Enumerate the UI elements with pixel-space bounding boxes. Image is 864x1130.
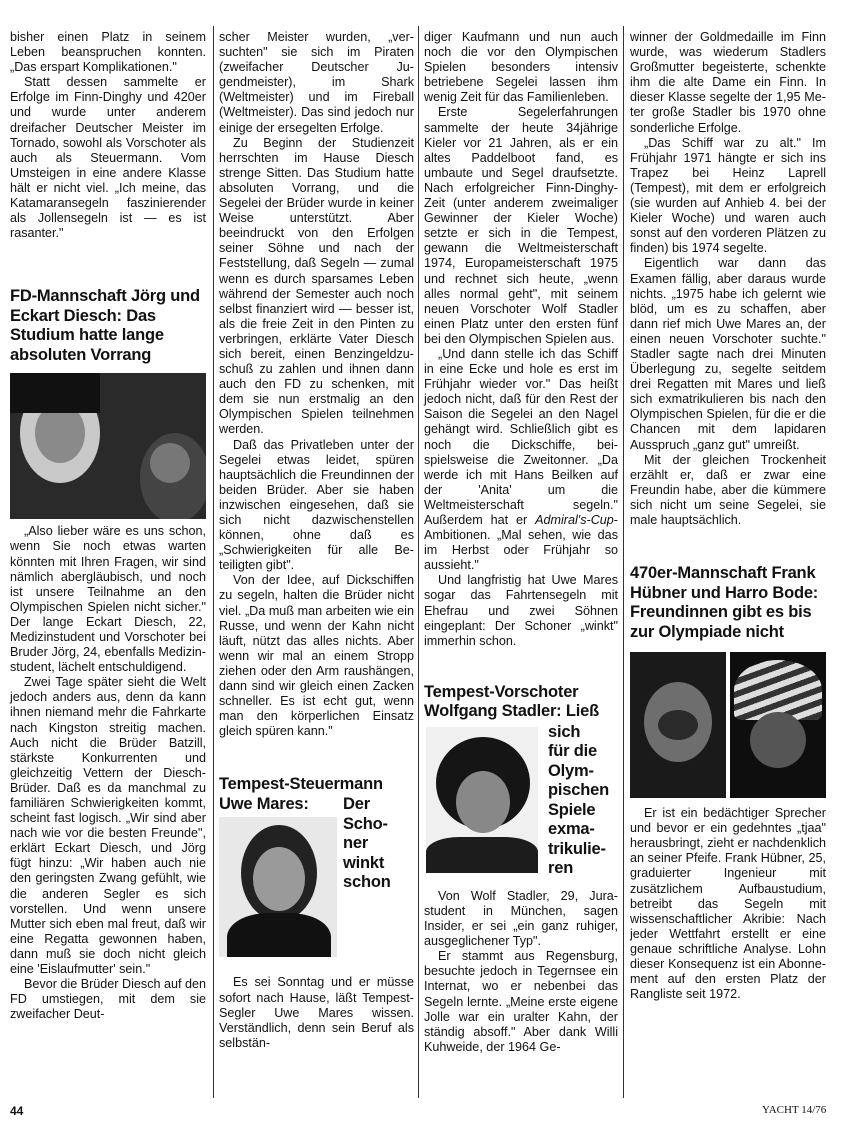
column-2 [219, 30, 414, 1051]
paragraph: Bevor die Brüder Diesch auf den FD umstiegen, mit dem sie zweifacher Deut- [10, 977, 207, 1022]
paragraph: Statt dessen sammelte er Erfolge im Finn-Dinghy und 420er und wurde unter anderem dreifacher Deutscher Meister im Tornado, sowohl als Vorschoter als auch als Steuermann. Vom Umsteigen in eine andere Klasse hält er nicht viel. „Ich meine, das Katamaransegeln faszinierender als Jollensegeln ist — es ist rasanter." [10, 75, 206, 241]
column-1 [10, 30, 206, 1022]
paragraph: Er ist ein bedächtiger Sprecher und bevor er ein gedehntes „tjaa" herausbringt, zieht er nachdenklich an seiner Pfeife. Frank Hübner, 25, graduierter Ingenieur mit zusätzlichem Aufbaustudium, betreibt das Segeln mit wissenschaftlicher Akribie: Nach jeder Wettfahrt erstellt er eine genaue schriftliche Analyse. Lohn dieser Konsequenz ist ein Abonnement auf den ersten Platz der Rangliste seit 1972. [630, 806, 826, 1002]
article-heading-mares: Tempest-Steuermann Uwe Mares: Der Scho- ner winkt schon [219, 775, 414, 961]
paragraph: diger Kaufmann und nun auch noch die vor den Olympischen Spielen besonders intensiv betriebene Segelei lassen ihm wenig Zeit für das Familienleben. [424, 30, 618, 105]
paragraph: „Das Schiff war zu alt." Im Frühjahr 1971 hängte er sich ins Trapez bei Heinz Laprell (Tempest), mit dem er erfolgreich (sie wurden auf Anhieb 4. bei der Kieler Woche) und waren auch sonst auf den vorderen Plätzen zu finden) bis 1974 segelte. [630, 135, 826, 256]
page-number: 44 [10, 1104, 24, 1118]
paragraph: „Und dann stelle ich das Schiff in eine Ecke und hole es erst im Frühjahr wieder vor." Das heißt jedoch nicht, daß für den Rest der Saison die Segelei an den Nagel gehängt wird. Schließlich gibt es noch die Dickschiffe, beispielsweise die Zweitonner. „Da werde ich mit Hans Beilken auf der 'Anita' um die Weltmeisterschaft segeln." Außerdem hat er Admiral's-Cup-Ambitionen. „Mal sehen, wie das im Herbst oder Frühjahr so aussieht." [424, 346, 618, 573]
paragraph: Erste Segelerfahrungen sammelte der heute 34jährige Kieler vor 21 Jahren, als er ein altes Paddelboot fand, es umbaute und Segel draufsetzte. Nach erfolgreicher Finn-Dinghy-Zeit (unter anderem zweimaliger Gewinner der Kieler Woche) setzte er sich in die Tempest, gewann die Weltmeisterschaft 1974, Europameisterschaft 1975 und rechnet sich heute, „wenn alles normal geht", mit seinem neuen Vorschoter Wolf Stadler einen Platz unter den ersten fünf bei den Olympischen Spielen aus. [424, 105, 618, 346]
paragraph: Zwei Tage später sieht die Welt jedoch anders aus, denn da kann ihnen niemand mehr die Fahrkarte nach Kingston streitig machen. Auch nicht die Brüder Batzill, stärkste Konkurrenten und gleichzeitig Vettern der Diesch-Brüder. Daß es da manchmal zu familiären Schwierigkeiten kommt, scheint fast logisch. „Wir sind aber nach wie vor die besten Freunde", erklärt Eckart Diesch, und Jörg fügt hinzu: „Wir haben auch nie den geringsten Zwang gefühlt, wie die anderen Segler es sich vorstellen. Und wenn unsere Mutter sich eben mal freut, daß wir eine Regatta gewonnen haben, dann muß sie doch nicht gleich eine 'Eislaufmutter' sein." [10, 675, 206, 977]
column-rule [418, 26, 419, 1098]
magazine-issue: YACHT 14/76 [762, 1104, 827, 1116]
paragraph: winner der Goldmedaille im Finn wurde, was wiederum Stadlers Großmutter begeisterte, schenkte ihm die alte Dame ein Finn. In dieser Klasse segelte der 1,95 Meter große Stadler bis 1970 ohne sonderliche Erfolge. [630, 30, 826, 135]
photo-harro-bode [730, 652, 826, 798]
paragraph: Er stammt aus Regensburg, besuchte jedoch in Tegernsee ein Internat, wo er nebenbei das Segeln lernte. „Meine erste eigene Jolle war ein uralter Kahn, der ständig absoff." Aber dank Willi Kuhweide, der 1964 Ge- [424, 949, 618, 1054]
photo-huebner-bode [630, 652, 826, 798]
paragraph: Zu Beginn der Studienzeit herrschten im Hause Diesch strenge Sitten. Das Studium hatte absoluten Vorrang, und die Segelei der Brüder wurde in keiner Weise unterstützt. Aber beeindruckt von den Erfolgen seiner Söhne und nach der Feststellung, daß Segeln — zumal wenn es durch sparsames Leben während der Semester auch noch selbst finanziert wird — besser ist, als die freie Zeit in den Pinten zu verbringen, erklärte Vater Diesch sich bereit, einen Benzingeldzuschuß zu zahlen und ihnen dann auch den FD zu schenken, mit dem sie nun erstmalig an den Olympischen Spielen teilnehmen werden. [219, 135, 414, 437]
column-4 [630, 30, 826, 1002]
paragraph: Von der Idee, auf Dickschiffen zu segeln, halten die Brüder nicht viel. „Da muß man arbeiten wie ein Russe, und wenn der Kahn nicht läuft, nützt das alles nichts. Aber wenn wir mal an einem Stropp ziehen oder den Arm raushängen, dann sind wir gleich einen Zacken schneller. Es ist echt gut, wenn man den körperlichen Einsatz gleich spüren kann." [219, 573, 414, 739]
paragraph: Mit der gleichen Trockenheit erzählt er, daß er zwar eine Freundin habe, aber die kümmere sich nicht um seine Segelei, sie male hauptsächlich. [630, 452, 826, 527]
article-heading-470er: 470er-Mannschaft Frank Hübner und Harro Bode: Freundinnen gibt es bis zur Olympiade nicht [630, 564, 819, 641]
photo-frank-huebner [630, 652, 726, 798]
paragraph: Und langfristig hat Uwe Mares sogar das Fahrtensegeln mit Ehefrau und zwei Söhnen eingeplant: Der Schoner „winkt" immerhin schon. [424, 573, 618, 648]
heading-side-words: Der Scho- ner winkt schon [343, 795, 391, 892]
column-rule [213, 26, 214, 1098]
photo-uwe-mares [219, 817, 337, 957]
heading-side-words: sich für die Olym- pischen Spiele exma- trikulie- ren [548, 722, 609, 878]
column-rule [623, 26, 624, 1098]
paragraph: Eigentlich war dann das Examen fällig, aber daraus wurde nichts. „1975 habe ich gelernt wie blöd, um es zu schaffen, aber dann rief mich Uwe Mares an, der einen neuen Vorschoter suchte." Stadler sagte nach drei Minuten Überlegung zu, segelte seitdem drei Regatten mit Mares und ließ sich exmatrikulieren bis nach den Olympischen Spielen, für die er die Chancen mit dem lapidaren Ausspruch „ganz gut" umreißt. [630, 256, 826, 452]
paragraph: scher Meister wurden, „versuchten" sie sich im Piraten (zweifacher Deutscher Jugendmeister), im Shark (Weltmeister) und im Fireball (Weltmeister). Das sind jedoch nur einige der ersegelten Erfolge. [219, 30, 414, 135]
column-3 [424, 30, 618, 1055]
article-heading-stadler: Tempest-Vorschoter Wolfgang Stadler: Ließ sich für die Olym- pischen Spiele exma- trikulie- ren [424, 683, 618, 881]
paragraph: „Also lieber wäre es uns schon, wenn Sie noch etwas warten könnten mit Ihren Fragen, wir sind nämlich abergläubisch, und noch ist unsere Teilnahme an den Olympischen Spielen nicht sicher." Der lange Eckart Diesch, 22, Medizinstudent und Vorschoter bei Bruder Jörg, 24, ebenfalls Medizinstudent, lächelt entschuldigend. [10, 524, 206, 675]
paragraph: bisher einen Platz in seinem Leben beanspruchen konnten. „Das erspart Komplikationen." [10, 30, 206, 75]
photo-diesch-brothers [10, 373, 206, 519]
paragraph: Von Wolf Stadler, 29, Jurastudent in München, sagen Insider, er sei „ein ganz ruhiger, ausgeglichener Typ". [424, 888, 618, 949]
paragraph: Daß das Privatleben unter der Segelei etwas leidet, spüren hauptsächlich die Freundinnen der beiden Brüder. Aber sie haben inzwischen eingesehen, daß sie sich nicht dazwischenstellen können, ohne daß es „Schwierigkeiten für alle Beteiligten gibt". [219, 437, 414, 573]
photo-wolfgang-stadler [426, 727, 538, 873]
article-heading-fd: FD-Mannschaft Jörg und Eckart Diesch: Das Studium hatte lange absoluten Vorrang [10, 287, 200, 364]
paragraph: Es sei Sonntag und er müsse sofort nach Hause, läßt Tempest-Segler Uwe Mares wissen. Verständlich, denn sein Beruf als selbstän- [219, 975, 414, 1050]
